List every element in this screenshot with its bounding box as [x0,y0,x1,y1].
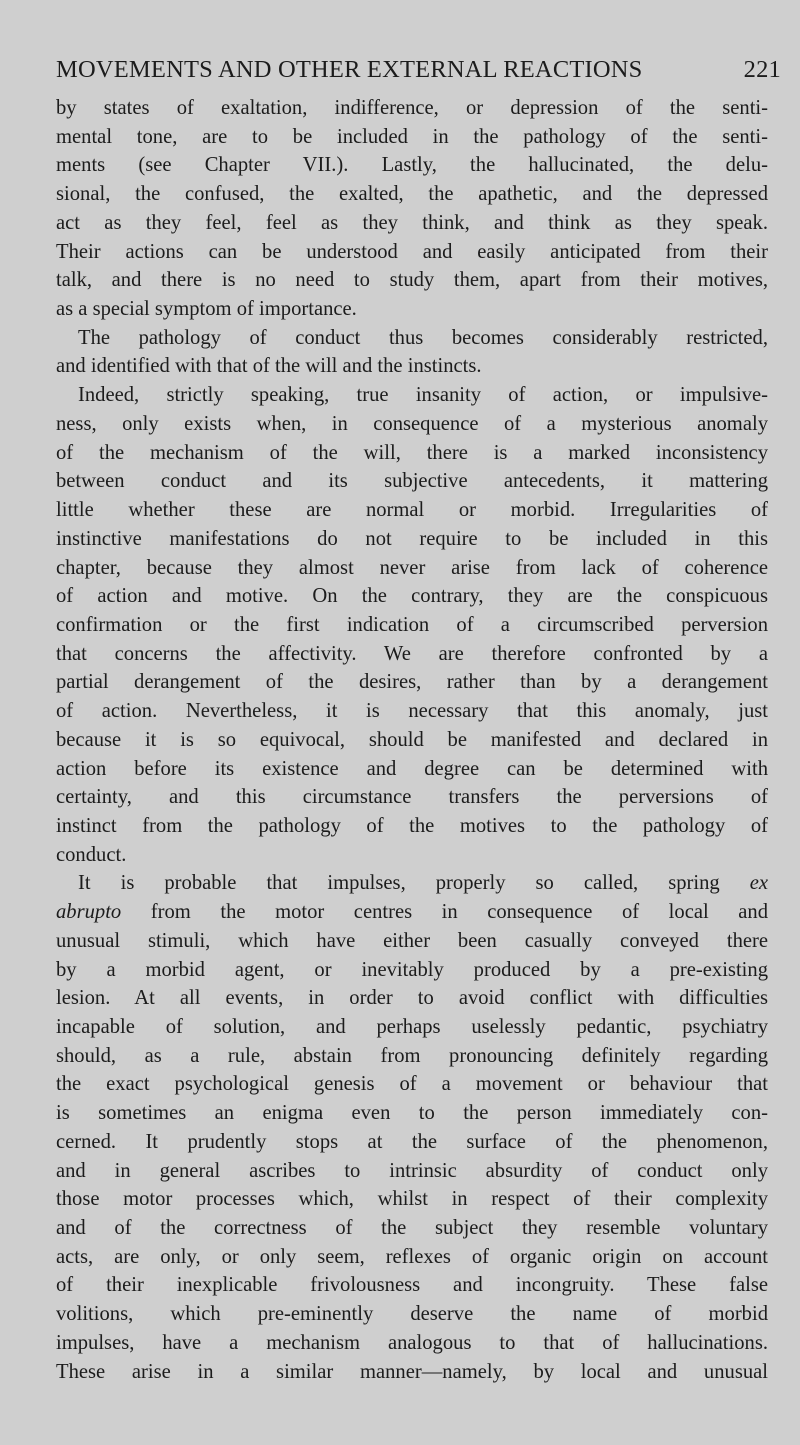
line-text: The pathology of conduct thus becomes considerably restricted, [78,326,768,349]
text-line [56,1185,768,1214]
text-line [56,352,768,381]
line-text: of action and motive. On the contrary, they are the conspicuous [56,585,768,608]
text-line [56,1243,768,1272]
text-line [56,1128,768,1157]
line-text: sional, the confused, the exalted, the apathetic, and the depressed [56,183,768,206]
text-line [56,1157,768,1186]
text-line [56,812,768,841]
line-text: impulses, have a mechanism analogous to that of hallucinations. [56,1331,768,1354]
text-line [56,410,768,439]
line-text: partial derangement of the desires, rather than by a derangement [56,671,768,694]
line-text: ments (see Chapter VII.). Lastly, the hallucinated, the delu- [56,154,768,177]
line-text: by states of exaltation, indifference, or depression of the senti- [56,97,768,119]
line-text: should, as a rule, abstain from pronouncing definitely regarding [56,1044,768,1067]
line-text: chapter, because they almost never arise from lack of coherence [56,556,768,579]
line-text: These arise in a similar manner—namely, by local and unusual [56,1360,768,1383]
running-head [56,50,781,90]
line-text: lesion. At all events, in order to avoid conflict with difficulties [56,987,768,1010]
text-line [56,1070,768,1099]
line-text: of their inexplicable frivolousness and incongruity. These false [56,1274,768,1297]
text-line [56,697,768,726]
text-line [56,439,768,468]
text-line [56,324,768,353]
text-line [56,668,768,697]
text-line [56,640,768,669]
text-line [56,1271,768,1300]
line-text: Their actions can be understood and easily anticipated from their [56,240,768,263]
text-line [56,726,768,755]
text-line [56,238,768,267]
line-text: little whether these are normal or morbid. Irregularities of [56,499,768,522]
text-line [56,295,768,324]
italic-phrase: ex [749,872,768,895]
text-line [56,209,768,238]
text-line [56,1358,768,1387]
line-text: mental tone, are to be included in the pathology of the senti- [56,125,768,148]
text-line [56,123,768,152]
text-line [56,266,768,295]
line-text: of the mechanism of the will, there is a marked inconsistency [56,441,768,464]
line-text: as a special symptom of importance. [56,298,357,321]
text-line [56,1099,768,1128]
text-line [56,1329,768,1358]
text-line [56,180,768,209]
text-line [56,984,768,1013]
line-text: acts, are only, or only seem, reflexes of organic origin on account [56,1245,768,1268]
text-line [56,94,768,123]
text-line [56,554,768,583]
line-text: incapable of solution, and perhaps uselessly pedantic, psychiatry [56,1016,768,1038]
line-text: and in general ascribes to intrinsic absurdity of conduct only [56,1159,768,1182]
line-text: because it is so equivocal, should be manifested and declared in [56,728,768,751]
italic-phrase: abrupto [56,901,122,924]
line-text: ness, only exists when, in consequence of a mysterious anomaly [56,412,768,435]
line-text: and identified with that of the will and the instincts. [56,355,482,378]
line-text: by a morbid agent, or inevitably produced by a pre-existing [56,958,768,981]
text-line [56,841,768,870]
text-line [56,381,768,410]
line-text: Indeed, strictly speaking, true insanity of action, or impulsive- [78,384,768,407]
running-title: MOVEMENTS AND OTHER EXTERNAL REACTIONS [56,56,643,83]
page-number: 221 [743,56,781,83]
text-line [56,611,768,640]
line-text: cerned. It prudently stops at the surface of the phenomenon, [56,1130,768,1153]
line-text: It is probable that impulses, properly so called, spring [78,872,750,895]
text-line [56,783,768,812]
text-line [56,869,768,898]
line-text: the exact psychological genesis of a movement or behaviour that [56,1073,768,1096]
line-text: certainty, and this circumstance transfers the perversions of [56,786,768,809]
text-line [56,927,768,956]
text-line [56,525,768,554]
line-text: instinctive manifestations do not require to be included in this [56,527,768,550]
line-text: between conduct and its subjective antecedents, it mattering [56,470,768,493]
line-text: instinct from the pathology of the motives to the pathology of [56,814,768,837]
line-text: talk, and there is no need to study them, apart from their motives, [56,269,768,292]
text-line [56,1214,768,1243]
text-line [56,956,768,985]
line-text: volitions, which pre-eminently deserve the name of morbid [56,1303,768,1326]
line-text: action before its existence and degree can be determined with [56,757,768,780]
line-text: that concerns the affectivity. We are therefore confronted by a [56,642,768,665]
text-line [56,898,768,927]
text-line [56,1042,768,1071]
line-text: conduct. [56,843,127,866]
line-text: is sometimes an enigma even to the person immediately con- [56,1102,768,1125]
text-line [56,496,768,525]
text-line [56,1300,768,1329]
text-line [56,151,768,180]
line-text: unusual stimuli, which have either been casually conveyed there [56,929,768,952]
line-text: and of the correctness of the subject they resemble voluntary [56,1217,768,1240]
text-line [56,582,768,611]
text-line [56,1013,768,1042]
body-text [56,94,768,1386]
line-text: those motor processes which, whilst in respect of their complexity [56,1188,768,1211]
text-line [56,755,768,784]
line-text: of action. Nevertheless, it is necessary that this anomaly, just [56,700,768,723]
line-text: act as they feel, feel as they think, and think as they speak. [56,211,768,234]
text-line [56,467,768,496]
line-text: from the motor centres in consequence of local and [121,901,768,924]
line-text: confirmation or the first indication of a circumscribed perversion [56,613,768,636]
